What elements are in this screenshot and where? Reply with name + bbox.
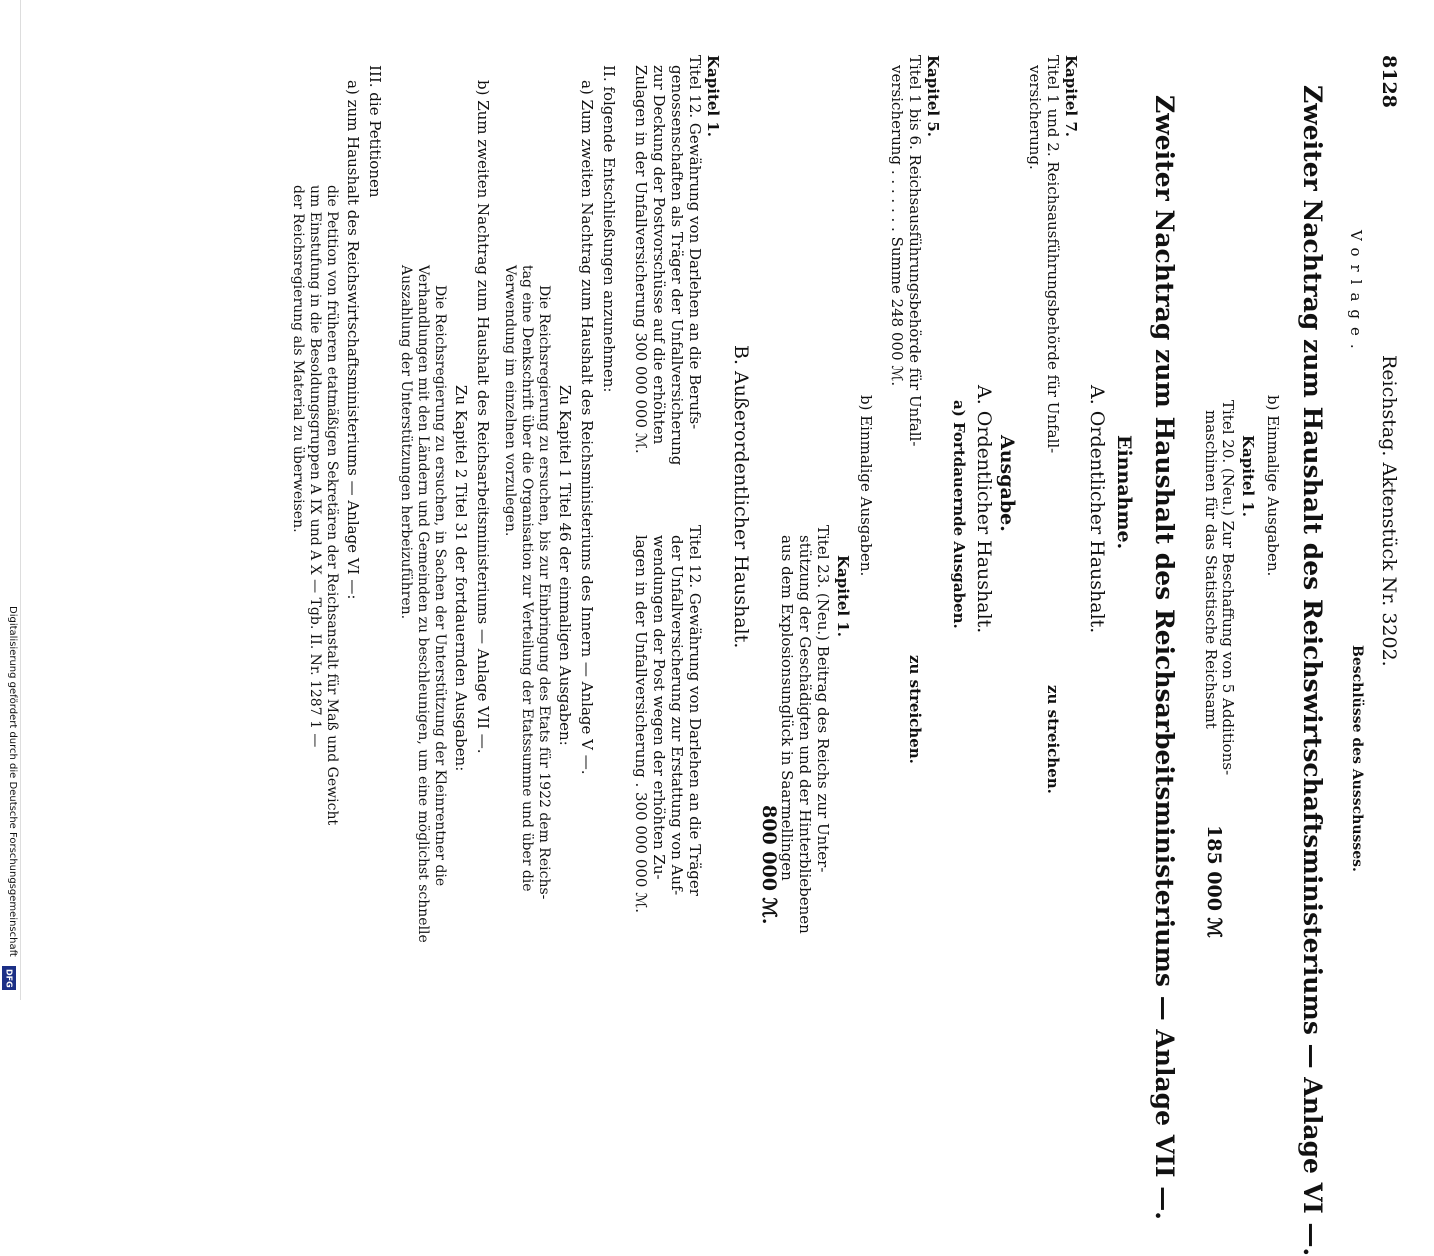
entschliessung-a-text2: tag eine Denkschrift über die Organisation zur Verteilung der Etatssumme und über die [519, 265, 535, 892]
section-vi-titel-line2: maschinen für das Statistische Reichsamt [1202, 410, 1220, 729]
entschliessung-a-text1: Die Reichsregierung zu ersuchen, bis zur Einbringung des Etats für 1922 dem Reichs- [536, 285, 552, 900]
ausgabe-heading: Ausgabe. [996, 435, 1018, 532]
entschliessung-a-ref: Zu Kapitel 1 Titel 46 der einmaligen Ausgaben: [556, 385, 574, 746]
section-vi-titel-line1: Titel 20. (Neu.) Zur Beschaffung von 5 Additions- [1219, 400, 1237, 776]
titel-23-amount: 800 000 ℳ. [758, 805, 780, 925]
right-titel-12-line4: lagen in der Unfallversicherung . 300 000 000 ℳ. [632, 535, 650, 914]
petition-a-text2: um Einstufung in die Besoldungsgruppen A IX und A X — Tgb. II. Nr. 1287 1 — [307, 185, 323, 748]
section-vi-amount: 185 000 ℳ [1203, 825, 1225, 938]
entschliessung-b-text3: Auszahlung der Unterstützungen herbeizuführen. [398, 265, 414, 620]
ausserordentlich-heading: B. Außerordentlicher Haushalt. [730, 345, 752, 649]
funding-credit: Digitalisierung gefördert durch die Deutsche Forschungsgemeinschaft [7, 606, 18, 957]
kapitel-5: Kapitel 5. [924, 55, 942, 137]
entschliessung-a: a) Zum zweiten Nachtrag zum Haushalt des Reichsministeriums des Innern — Anlage V —. [578, 80, 596, 775]
petition-a-text1: die Petition von früheren etatmäßigen Sekretären der Reichsanstalt für Maß und Gewicht [324, 185, 340, 826]
section-vi-sub: b) Einmalige Ausgaben. [1264, 395, 1282, 577]
left-titel-12-line2: genossenschaften als Träger der Unfallversicherung [668, 65, 686, 466]
entschliessung-b-text1: Die Reichsregierung zu ersuchen, in Sachen der Unterstützung der Kleinrentner die [432, 285, 448, 887]
document-header: Reichstag. Aktenstück Nr. 3202. [1378, 355, 1400, 667]
page-number: 8128 [1378, 55, 1400, 108]
titel-23-line2: stützung der Geschädigten und der Hinterbliebenen [796, 535, 814, 934]
petition-a-text3: der Reichsregierung als Material zu überweisen. [290, 185, 306, 533]
petition-a: a) zum Haushalt des Reichswirtschaftsministeriums — Anlage VI —: [344, 80, 362, 600]
einmalige-heading: b) Einmalige Ausgaben. [857, 395, 875, 577]
kapitel-1-einmalig: Kapitel 1. [834, 555, 852, 637]
kap7-line1: Titel 1 und 2. Reichsausführungsbehörde für Unfall- [1044, 55, 1062, 454]
entschliessung-b: b) Zum zweiten Nachtrag zum Haushalt des Reichsarbeitsministeriums — Anlage VII —. [474, 80, 492, 754]
kap5-line1: Titel 1 bis 6. Reichsausführungsbehörde für Unfall- [906, 55, 924, 447]
titel-23-line3: aus dem Explosionsunglück in Saarmellingen [778, 535, 796, 881]
right-titel-12-line3: wendungen der Post wegen der erhöhten Zu- [650, 535, 668, 880]
ordentlich2-heading: A. Ordentlicher Haushalt. [973, 385, 995, 634]
entschliessung-b-text2: Verhandlungen mit den Ländern und Gemeinden zu beschleunigen, um eine möglichst schnelle [415, 265, 431, 943]
fortdauernde-heading: a) Fortdauernde Ausgaben. [950, 400, 968, 629]
dfg-logo: DFG [2, 966, 16, 990]
kap7-line2: versicherung. [1026, 65, 1044, 170]
kap5-action: zu streichen. [906, 655, 924, 764]
left-titel-12-line4: Zulagen in der Unfallversicherung 300 000 000 ℳ. [632, 65, 650, 454]
section-vi-title: Zweiter Nachtrag zum Haushalt des Reichswirtschaftsministeriums — Anlage VI —. [1298, 85, 1327, 1256]
right-titel-12-line1: Titel 12. Gewährung von Darlehen an die Träger [686, 525, 704, 896]
entschliessung-b-ref: Zu Kapitel 2 Titel 31 der fortdauernden Ausgaben: [452, 385, 470, 772]
section-vi-kapitel: Kapitel 1. [1239, 435, 1257, 517]
column-heading-vorlage: Vorlage. [1347, 230, 1365, 357]
footer-strip [0, 0, 21, 1000]
kapitel-1-ausserordentlich: Kapitel 1. [704, 55, 722, 137]
einnahme-heading: Einnahme. [1113, 435, 1135, 550]
entschliessung-a-text3: Verwendung im einzelnen vorzulegen. [502, 265, 518, 537]
ordentlich-heading: A. Ordentlicher Haushalt. [1086, 385, 1108, 634]
left-titel-12-line1: Titel 12. Gewährung von Darlehen an die Berufs- [686, 55, 704, 430]
kap7-action: zu streichen. [1044, 685, 1062, 794]
petitionen-intro: III. die Petitionen [366, 65, 384, 198]
section-vii-title: Zweiter Nachtrag zum Haushalt des Reichsarbeitsministeriums — Anlage VII —. [1150, 95, 1179, 1220]
titel-23-line1: Titel 23. (Neu.) Beitrag des Reichs zur Unter- [814, 525, 832, 873]
kap5-line2: versicherung . . . . . . . Summe 248 000 ℳ. [888, 65, 906, 387]
left-titel-12-line3: zur Deckung der Postvorschüsse auf die erhöhten [650, 65, 668, 445]
right-titel-12-line2: der Unfallversicherung zur Erstattung von Auf- [668, 535, 686, 896]
entschliessungen-intro: II. folgende Entschließungen anzunehmen: [600, 65, 618, 393]
document-page [190, 55, 1400, 1256]
kapitel-7: Kapitel 7. [1062, 55, 1080, 137]
column-heading-beschluesse: Beschlüsse des Ausschusses. [1349, 645, 1365, 872]
